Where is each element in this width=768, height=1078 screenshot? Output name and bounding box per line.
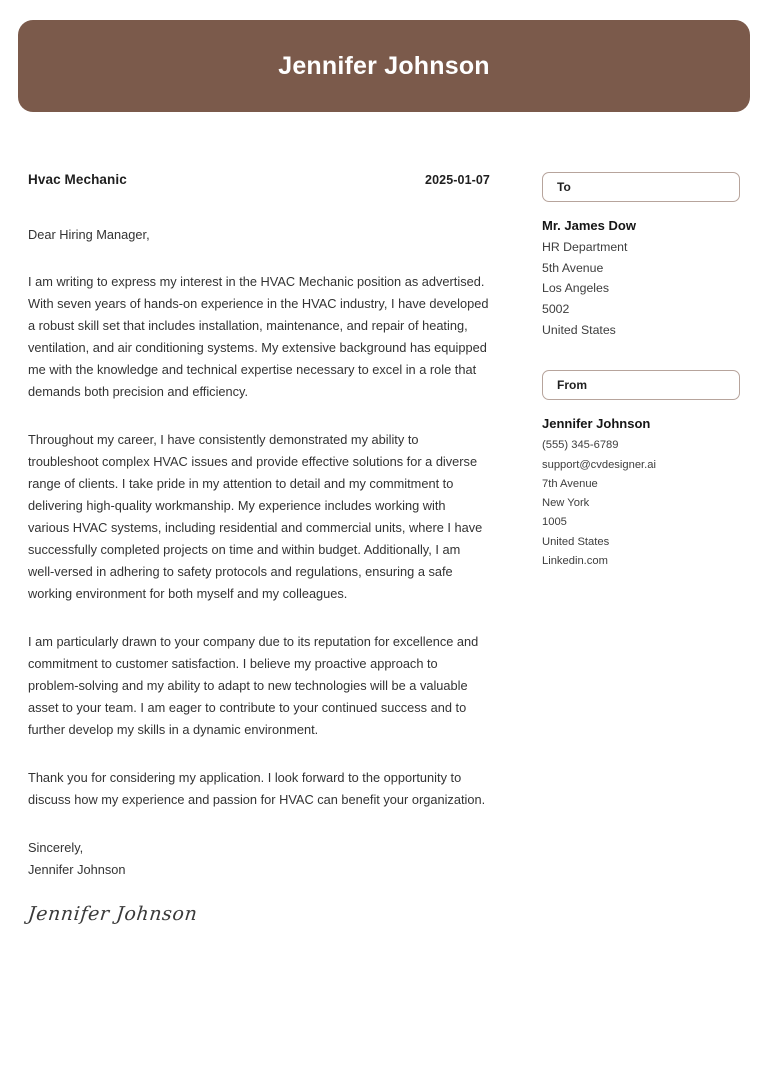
address-column xyxy=(542,172,740,601)
letter-date: 2025-01-07 xyxy=(425,173,490,187)
salutation: Dear Hiring Manager, xyxy=(28,227,150,242)
recipient-address-line: Los Angeles xyxy=(542,281,610,296)
letter-paragraph: Thank you for considering my application. I look forward to the opportunity to discuss how my experience and passion for HVAC can benefit your organization. xyxy=(28,769,486,807)
letter-paragraph: I am writing to express my interest in the HVAC Mechanic position as advertised. With seven years of hands-on experience in the HVAC industry, I have developed a robust skill set that includes installation, maintenance, and repair of heating, ventilation, and air conditioning systems. My extensive background has equipped me with the knowledge and technical expertise necessary to excel in a role that demands both precision and efficiency. xyxy=(28,273,489,399)
recipient-box xyxy=(542,172,740,202)
recipient-box-label: To xyxy=(557,180,571,194)
sender-box xyxy=(542,370,740,400)
sender-address xyxy=(542,413,740,571)
letter-paragraph: Throughout my career, I have consistently demonstrated my ability to troubleshoot complex HVAC issues and provide effective solutions for a diverse range of clients. I take pride in my attention to detail and my commitment to delivering high-quality workmanship. My experience includes working with various HVAC systems, including residential and commercial units, where I have successfully completed projects on time and within budget. Additionally, I am well-versed in adhering to safety protocols and regulations, ensuring a safe working environment for both myself and my colleagues. xyxy=(28,431,483,601)
sender-website: Linkedin.com xyxy=(542,554,608,567)
sender-address-line: United States xyxy=(542,535,610,548)
sender-name: Jennifer Johnson xyxy=(542,416,651,432)
sender-address-line: 7th Avenue xyxy=(542,477,598,490)
letter-title-row xyxy=(28,172,490,187)
recipient-address-line: 5002 xyxy=(542,302,570,317)
page-title: Jennifer Johnson xyxy=(278,51,490,80)
sender-address-line: New York xyxy=(542,497,590,510)
recipient-address-line: 5th Avenue xyxy=(542,260,604,275)
recipient-address xyxy=(542,215,740,340)
letter-closing xyxy=(28,837,490,881)
header-banner xyxy=(18,20,750,112)
letter-paragraph: I am particularly drawn to your company due to its reputation for excellence and commitment to customer satisfaction. I believe my proactive approach to problem-solving and my ability to adapt to new technologies will be a valuable asset to your team. I am eager to contribute to your continued success and to further develop my skills in a dynamic environment. xyxy=(28,633,479,737)
recipient-name: Mr. James Dow xyxy=(542,218,636,233)
closing-name: Jennifer Johnson xyxy=(28,861,126,877)
sender-box-label: From xyxy=(557,378,587,393)
sender-email: support@cvdesigner.ai xyxy=(542,458,656,471)
letter-column xyxy=(28,172,490,926)
recipient-address-line: United States xyxy=(542,322,616,337)
closing-salutation: Sincerely, xyxy=(28,839,84,855)
sender-phone: (555) 345-6789 xyxy=(542,439,619,452)
sender-address-line: 1005 xyxy=(542,516,567,529)
signature: Jennifer Johnson xyxy=(26,902,199,925)
recipient-address-line: HR Department xyxy=(542,240,628,255)
job-title: Hvac Mechanic xyxy=(28,172,127,187)
